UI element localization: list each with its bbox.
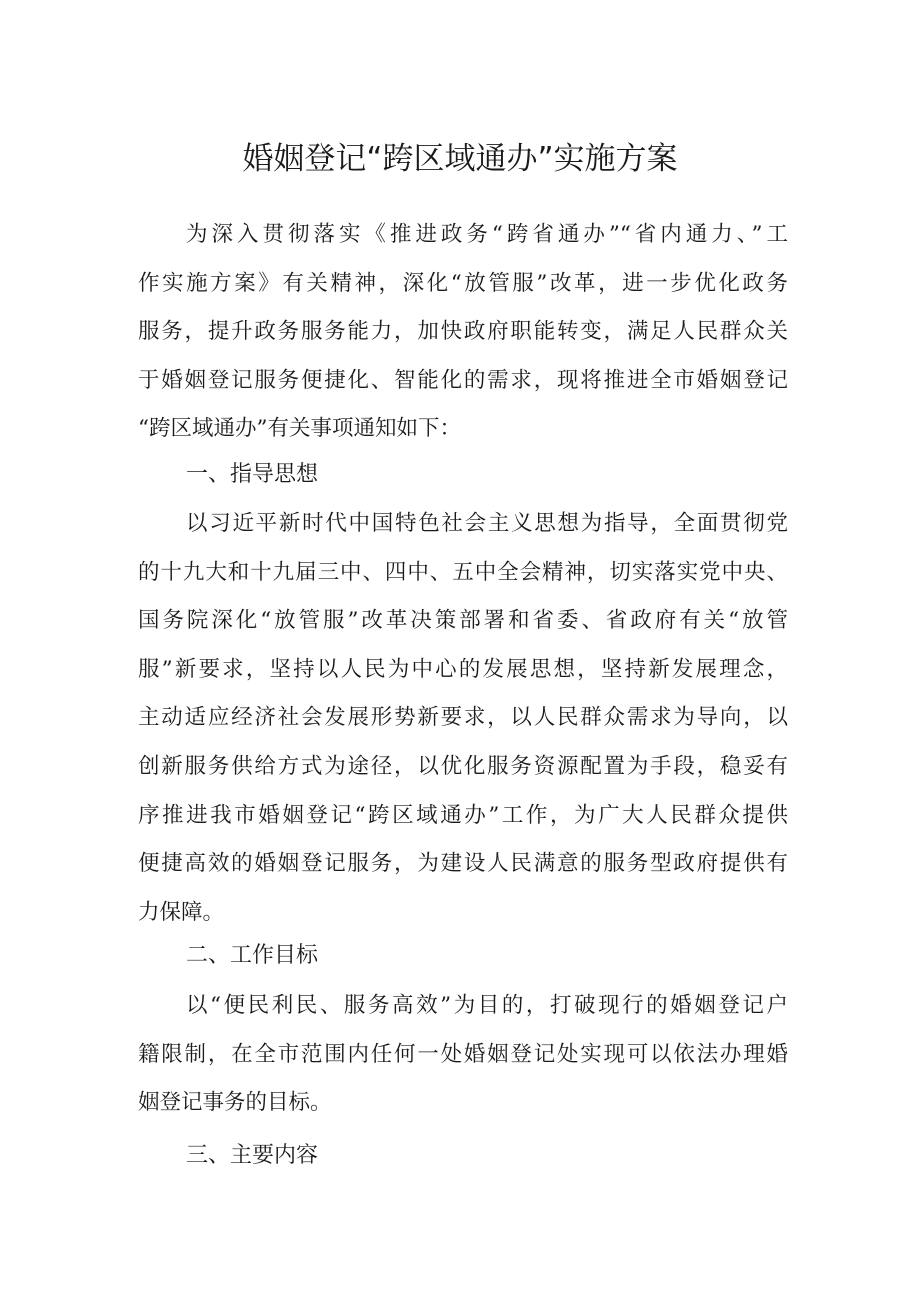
intro-line-5: “跨区域通办”有关事项通知如下： — [138, 416, 461, 442]
section1-line-4: 服”新要求，坚持以人民为中心的发展思想，坚持新发展理念， — [138, 656, 788, 682]
section1-line-3: 国务院深化“放管服”改革决策部署和省委、省政府有关“放管 — [138, 608, 788, 634]
section2-line-2: 籍限制，在全市范围内任何一处婚姻登记处实现可以依法办理婚 — [138, 1041, 788, 1067]
section-heading-2: 二、工作目标 — [186, 943, 319, 968]
section-heading-1: 一、指导思想 — [186, 462, 319, 487]
section2-line-3: 姻登记事务的目标。 — [138, 1090, 332, 1116]
section1-line-6: 创新服务供给方式为途径，以优化服务资源配置为手段，稳妥有 — [138, 753, 788, 779]
section1-line-5: 主动适应经济社会发展形势新要求，以人民群众需求为导向，以 — [138, 705, 788, 731]
intro-paragraph — [138, 211, 788, 454]
intro-line-2: 作实施方案》有关精神，深化“放管服”改革，进一步优化政务 — [138, 270, 788, 296]
section1-line-2: 的十九大和十九届三中、四中、五中全会精神，切实落实党中央、 — [138, 559, 788, 585]
intro-line-4: 于婚姻登记服务便捷化、智能化的需求，现将推进全市婚姻登记 — [138, 367, 788, 393]
intro-line-3: 服务，提升政务服务能力，加快政府职能转变，满足人民群众关 — [138, 319, 788, 345]
section1-line-8: 便捷高效的婚姻登记服务，为建设人民满意的服务型政府提供有 — [138, 851, 788, 877]
section2-line-1: 以“便民利民、服务高效”为目的，打破现行的婚姻登记户 — [186, 993, 788, 1018]
section1-line-7: 序推进我市婚姻登记“跨区域通办”工作，为广大人民群众提供 — [138, 802, 788, 828]
section1-line-9: 力保障。 — [138, 899, 225, 925]
intro-line-1: 为深入贯彻落实《推进政务“跨省通办”“省内通力、”工 — [186, 222, 788, 247]
document-title: 婚姻登记“跨区域通办”实施方案 — [242, 141, 678, 177]
section1-line-1: 以习近平新时代中国特色社会主义思想为指导，全面贯彻党 — [186, 511, 788, 536]
section-heading-3: 三、主要内容 — [186, 1143, 319, 1168]
section2-paragraph — [138, 982, 788, 1128]
section1-paragraph — [138, 500, 788, 937]
